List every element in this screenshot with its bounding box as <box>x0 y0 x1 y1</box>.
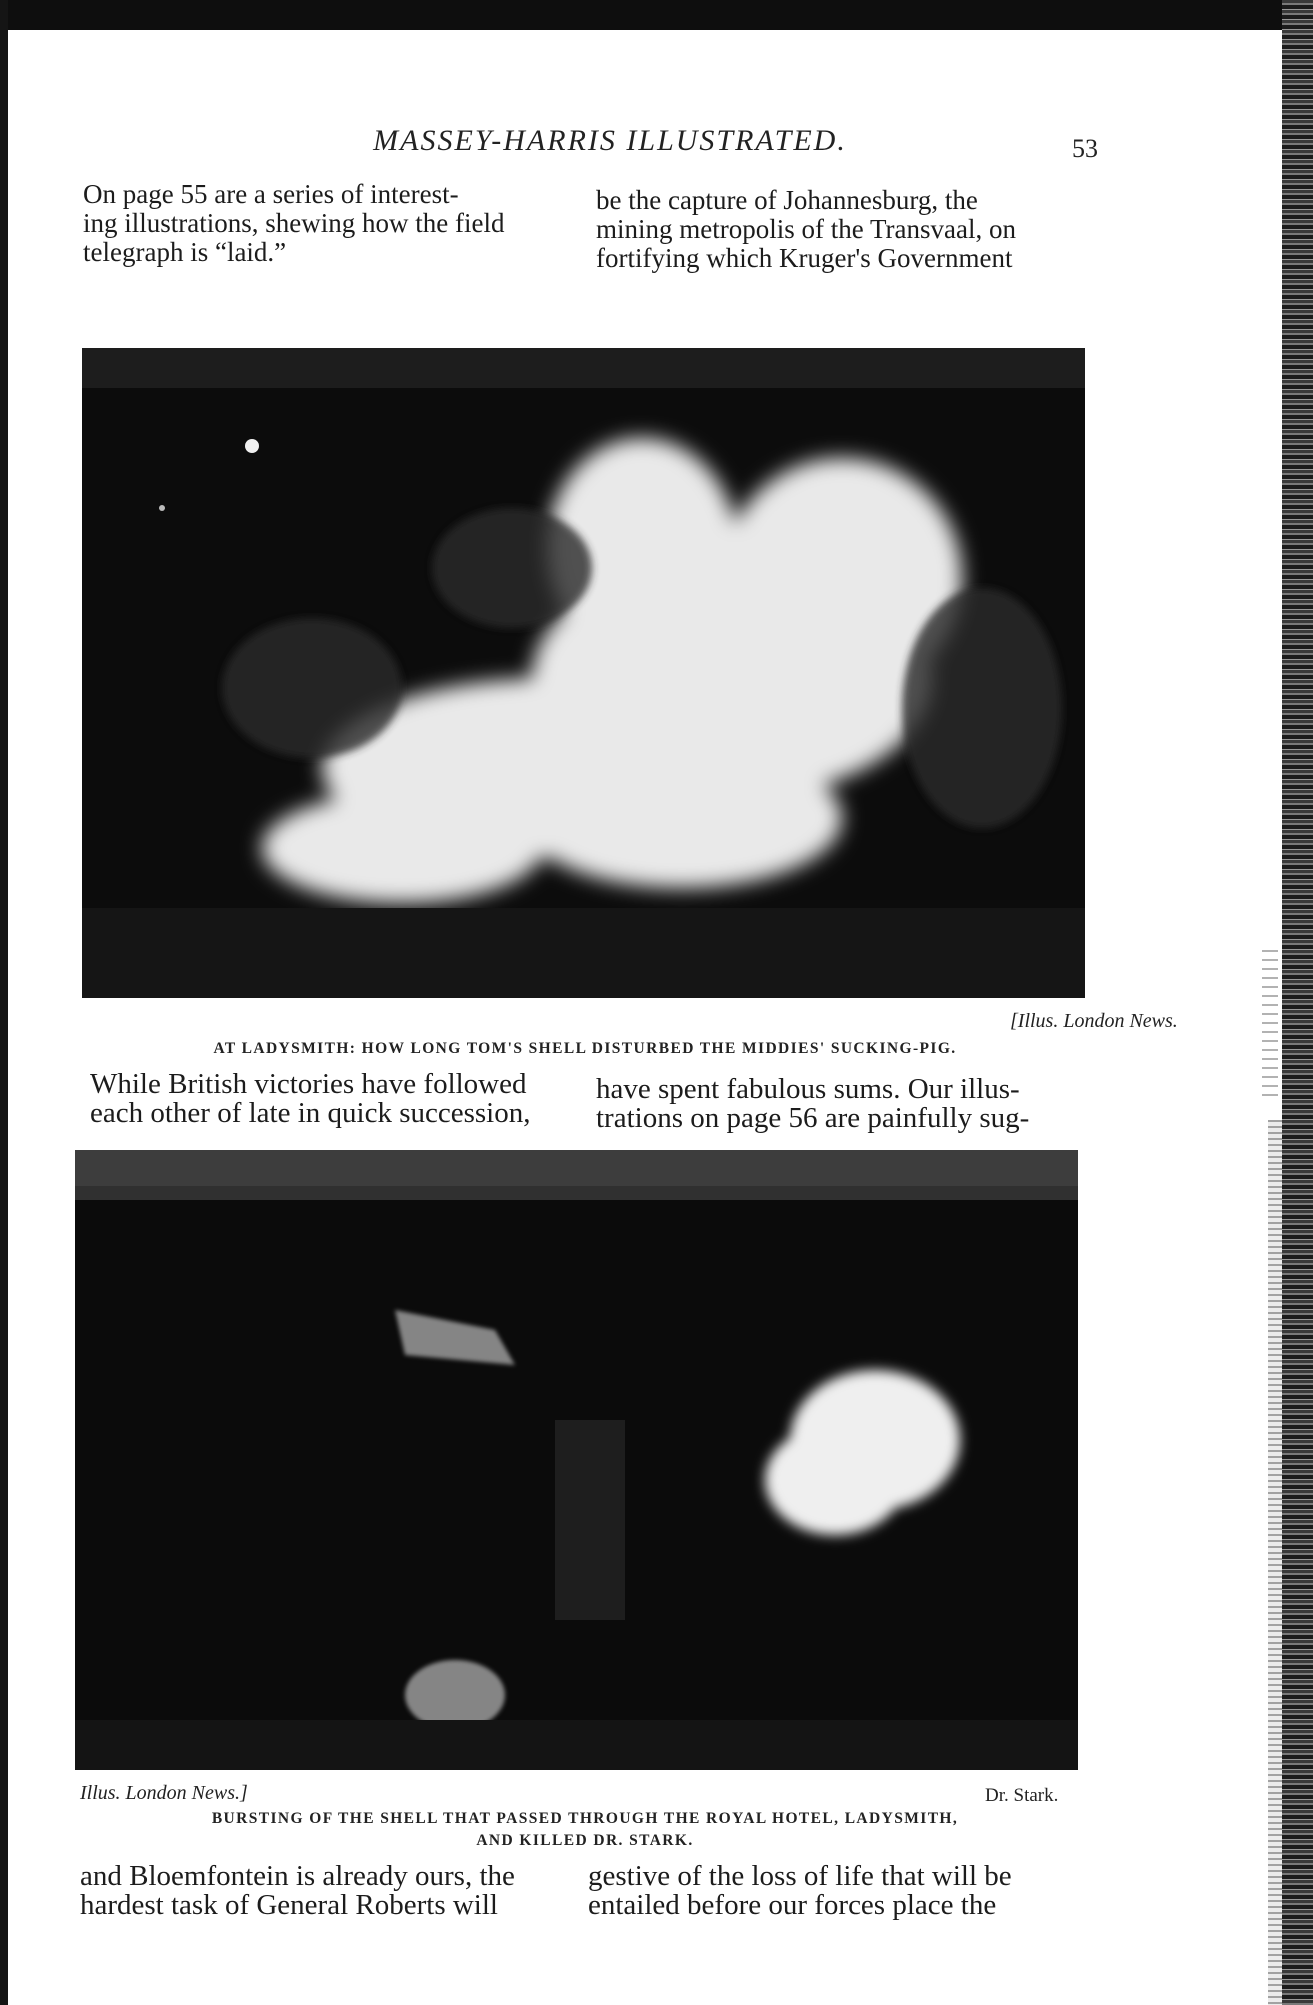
top-left-column <box>83 180 553 267</box>
scan-right-noise <box>1268 1120 1282 2005</box>
figure1-credit: [Illus. London News. <box>1010 1010 1178 1032</box>
text-line: On page 55 are a series of interest- <box>83 179 459 209</box>
photo-shell-smoke-ladysmith <box>82 348 1085 998</box>
scan-right-edge <box>1282 0 1313 2005</box>
bottom-right-column <box>588 1862 1093 1920</box>
scan-top-edge <box>0 0 1313 30</box>
running-title: MASSEY-HARRIS ILLUSTRATED. <box>373 124 847 157</box>
margin-specks <box>1262 950 1278 1100</box>
scan-left-edge <box>0 0 8 2005</box>
middle-right-column <box>596 1075 1101 1133</box>
bottom-left-column <box>80 1862 550 1920</box>
text-line: ing illustrations, shewing how the field <box>83 208 505 238</box>
figure1-caption: AT LADYSMITH: HOW LONG TOM'S SHELL DISTURBED THE MIDDIES' SUCKING-PIG. <box>213 1040 957 1057</box>
text-line: mining metropolis of the Transvaal, on <box>596 214 1016 244</box>
text-line: and Bloemfontein is already ours, the <box>80 1860 515 1892</box>
figure2-credit: Illus. London News.] <box>80 1782 248 1804</box>
page-number: 53 <box>1072 134 1098 163</box>
smoke-cloud-illustration <box>82 348 1085 998</box>
figure2-caption-line1: BURSTING OF THE SHELL THAT PASSED THROUGH THE ROYAL HOTEL, LADYSMITH, <box>211 1810 959 1827</box>
text-line: telegraph is “laid.” <box>83 237 287 267</box>
top-right-column <box>596 186 1101 273</box>
text-line: fortifying which Kruger's Government <box>596 243 1013 273</box>
text-line: hardest task of General Roberts will <box>80 1889 498 1921</box>
text-line: be the capture of Johannesburg, the <box>596 185 978 215</box>
photo-bursting-shell-royal-hotel <box>75 1150 1078 1770</box>
text-line: each other of late in quick succession, <box>90 1097 531 1129</box>
text-line: have spent fabulous sums. Our illus- <box>596 1073 1020 1105</box>
text-line: gestive of the loss of life that will be <box>588 1860 1012 1892</box>
shell-burst-illustration <box>75 1150 1078 1770</box>
figure2-signature-label: Dr. Stark. <box>985 1785 1059 1806</box>
middle-left-column <box>90 1070 560 1128</box>
text-line: trations on page 56 are painfully sug- <box>596 1102 1030 1134</box>
figure2-caption-line2: AND KILLED DR. STARK. <box>476 1832 694 1849</box>
text-line: While British victories have followed <box>90 1068 527 1100</box>
text-line: entailed before our forces place the <box>588 1889 997 1921</box>
